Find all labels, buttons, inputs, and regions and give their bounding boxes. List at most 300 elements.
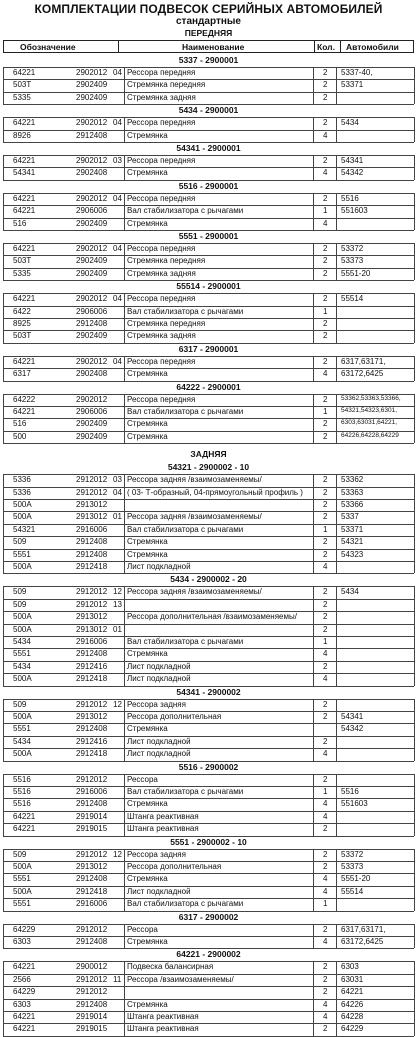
- row-qty: 2: [323, 712, 328, 721]
- column-divider: [313, 356, 314, 381]
- table-row: [3, 293, 414, 306]
- row-qty: 2: [323, 268, 328, 278]
- row-designation-prefix: 509: [13, 849, 27, 859]
- row-qty: 2: [323, 736, 328, 746]
- row-qty: 2: [323, 987, 328, 997]
- row-designation-code: 2912012: [76, 599, 108, 609]
- section-title: 5551 - 2900002 - 10: [170, 836, 247, 847]
- row-designation-code: 2902409: [76, 92, 108, 102]
- table-row: [3, 736, 414, 749]
- row-qty: 2: [323, 331, 328, 341]
- column-divider: [414, 243, 415, 280]
- table-row: [3, 611, 414, 624]
- section-title: 5551 - 2900001: [178, 231, 239, 241]
- row-designation-code: 2912408: [76, 649, 108, 659]
- row-designation-code: 2912012: [76, 974, 108, 984]
- row-cars: 5434: [341, 587, 359, 597]
- table-row: [3, 1011, 414, 1024]
- column-divider: [124, 243, 125, 280]
- row-qty: 4: [323, 886, 328, 896]
- row-qty: 2: [323, 599, 328, 609]
- column-divider: [313, 961, 314, 1035]
- row-designation-variant: 04: [113, 118, 122, 128]
- row-designation-prefix: 64229: [13, 924, 36, 934]
- table-row: [3, 823, 414, 836]
- column-divider: [124, 961, 125, 1035]
- row-designation-prefix: 8925: [13, 319, 31, 328]
- column-divider: [124, 394, 125, 444]
- row-designation-code: 2912012: [76, 924, 108, 934]
- column-divider: [3, 586, 4, 685]
- column-divider: [414, 67, 415, 104]
- table-row: [3, 511, 414, 524]
- column-divider: [124, 774, 125, 836]
- column-divider: [124, 699, 125, 761]
- row-designation-prefix: 5434: [13, 661, 31, 671]
- row-designation-prefix: 64222: [13, 394, 36, 404]
- row-designation-code: 2902409: [76, 80, 108, 90]
- row-designation-variant: 04: [113, 68, 122, 77]
- row-designation-prefix: 500А: [13, 886, 32, 896]
- table-row: [3, 811, 414, 824]
- column-divider: [3, 155, 4, 180]
- row-designation-code: 2912408: [76, 874, 108, 884]
- row-cars: 6317,63171,: [341, 356, 386, 366]
- row-qty: 2: [323, 431, 328, 441]
- row-designation-code: 2902012: [76, 356, 108, 366]
- row-designation-prefix: 500А: [13, 712, 32, 721]
- column-divider: [124, 474, 125, 573]
- row-designation-prefix: 500А: [13, 624, 32, 634]
- table-row: [3, 648, 414, 661]
- row-name: Лист подкладной: [127, 661, 191, 671]
- row-name: Лист подкладной: [127, 749, 191, 759]
- row-cars: 6303: [341, 962, 359, 972]
- row-name: Рессора дополнительная /взаимозаменяемы/: [127, 612, 297, 622]
- row-designation-prefix: 500А: [13, 562, 32, 571]
- table-row: [3, 193, 414, 206]
- row-designation-code: 2902012: [76, 394, 108, 404]
- row-cars: 5516: [341, 787, 359, 796]
- column-divider: [124, 193, 125, 230]
- column-divider: [313, 774, 314, 836]
- row-name: Лист подкладной: [127, 886, 191, 896]
- row-name: Вал стабилизатора с рычагами: [127, 787, 244, 796]
- column-divider: [124, 586, 125, 685]
- row-qty: 4: [323, 1012, 328, 1021]
- row-name: Стремянка: [127, 999, 168, 1009]
- column-divider: [313, 67, 314, 104]
- row-qty: 4: [323, 674, 328, 684]
- row-designation-prefix: 509: [13, 537, 27, 547]
- row-qty: 1: [323, 637, 328, 646]
- row-designation-variant: 01: [113, 512, 122, 522]
- row-name: Стремянка: [127, 724, 168, 734]
- table-row: [3, 599, 414, 612]
- column-divider: [3, 474, 4, 573]
- column-divider: [414, 961, 415, 1035]
- section-title: 64221 - 2900002: [176, 949, 241, 960]
- table-row: [3, 243, 414, 256]
- column-divider: [414, 849, 415, 911]
- row-designation-code: 2912408: [76, 999, 108, 1009]
- row-qty: 1: [323, 407, 328, 416]
- row-designation-prefix: 5335: [13, 92, 31, 102]
- column-divider: [336, 193, 337, 230]
- column-divider: [3, 849, 4, 911]
- row-designation-prefix: 516: [13, 419, 27, 429]
- row-name: Рессора: [127, 774, 158, 784]
- table-header: [3, 40, 414, 53]
- row-designation-prefix: 8926: [13, 130, 31, 140]
- column-divider: [124, 117, 125, 142]
- row-cars: 53371: [341, 524, 364, 534]
- row-designation-prefix: 509: [13, 699, 27, 709]
- row-designation-code: 2919015: [76, 824, 108, 834]
- row-qty: 2: [323, 774, 328, 784]
- row-designation-variant: 12: [113, 849, 122, 859]
- row-name: Стремянка: [127, 431, 168, 441]
- row-cars: 5434: [341, 118, 359, 128]
- table-row: [3, 699, 414, 712]
- row-designation-code: 2912012: [76, 487, 108, 497]
- row-cars: 6317,63171,: [341, 924, 386, 934]
- row-designation-code: 2912408: [76, 537, 108, 547]
- row-name: ( 03- Т-образный, 04-прямоугольный профиль ): [127, 487, 303, 497]
- table-row: [3, 524, 414, 537]
- column-divider: [336, 849, 337, 911]
- document-subtitle: стандартные: [176, 16, 241, 27]
- row-designation-prefix: 64221: [13, 407, 36, 416]
- row-designation-prefix: 503Т: [13, 331, 32, 341]
- section-title: 5337 - 2900001: [178, 55, 239, 65]
- column-divider: [414, 117, 415, 142]
- row-designation-prefix: 5516: [13, 774, 31, 784]
- row-cars: 53372: [341, 244, 364, 253]
- table-row: [3, 673, 414, 686]
- row-name: Рессора задняя: [127, 849, 186, 859]
- row-cars: 55514: [341, 294, 364, 304]
- row-name: Стремянка: [127, 799, 168, 809]
- section-title: 54341 - 2900002: [176, 686, 241, 697]
- row-designation-code: 2912408: [76, 799, 108, 809]
- row-cars: 53373: [341, 862, 364, 871]
- row-qty: 2: [323, 512, 328, 522]
- row-qty: 4: [323, 649, 328, 659]
- row-name: Штанга реактивная: [127, 811, 199, 821]
- row-designation-code: 2906006: [76, 306, 108, 316]
- row-designation-prefix: 64221: [13, 294, 36, 304]
- row-designation-code: 2919015: [76, 1024, 108, 1034]
- row-designation-code: 2902408: [76, 369, 108, 379]
- row-name: Штанга реактивная: [127, 1024, 199, 1034]
- row-qty: 4: [323, 369, 328, 379]
- row-designation-prefix: 5336: [13, 487, 31, 497]
- column-divider: [414, 394, 415, 444]
- column-divider: [313, 193, 314, 230]
- column-divider: [336, 961, 337, 1035]
- table-row: [3, 861, 414, 874]
- row-cars: 53362,53363,53366,: [341, 394, 401, 402]
- row-designation-variant: 04: [113, 356, 122, 366]
- column-divider: [3, 699, 4, 761]
- row-designation-code: 2902012: [76, 244, 108, 253]
- row-designation-code: 2919014: [76, 1012, 108, 1021]
- row-designation-prefix: 500А: [13, 749, 32, 759]
- row-designation-code: 2902012: [76, 118, 108, 128]
- header-qty: Кол.: [317, 42, 335, 52]
- row-qty: 2: [323, 294, 328, 304]
- row-qty: 2: [323, 862, 328, 871]
- row-qty: 2: [323, 92, 328, 102]
- row-designation-code: 2902409: [76, 268, 108, 278]
- column-divider: [3, 924, 4, 949]
- row-qty: 2: [323, 699, 328, 709]
- section-title: 5434 - 2900001: [178, 105, 239, 116]
- row-name: Лист подкладной: [127, 562, 191, 571]
- row-designation-prefix: 5434: [13, 736, 31, 746]
- row-designation-code: 2912012: [76, 849, 108, 859]
- row-cars: 63172,6425: [341, 937, 384, 946]
- row-qty: 1: [323, 306, 328, 316]
- row-designation-code: 2912012: [76, 774, 108, 784]
- row-designation-code: 2902409: [76, 256, 108, 266]
- row-cars: 64228: [341, 1012, 364, 1021]
- row-designation-prefix: 6303: [13, 937, 31, 946]
- row-designation-prefix: 5551: [13, 724, 31, 734]
- table-row: [3, 624, 414, 637]
- row-designation-variant: 11: [113, 974, 122, 984]
- table-row: [3, 79, 414, 92]
- column-divider: [414, 356, 415, 381]
- row-designation-code: 2913012: [76, 712, 108, 721]
- row-qty: 2: [323, 319, 328, 328]
- column-divider: [3, 394, 4, 444]
- row-qty: 1: [323, 899, 328, 909]
- row-designation-code: 2916006: [76, 637, 108, 646]
- row-cars: 53363: [341, 487, 364, 497]
- row-name: Стремянка: [127, 419, 168, 429]
- column-divider: [414, 193, 415, 230]
- table-row: [3, 67, 414, 80]
- row-designation-prefix: 6422: [13, 306, 31, 316]
- row-designation-prefix: 503Т: [13, 80, 32, 90]
- row-qty: 2: [323, 118, 328, 128]
- column-divider: [336, 117, 337, 142]
- row-designation-variant: 01: [113, 624, 122, 634]
- row-qty: 1: [323, 206, 328, 216]
- table-row: [3, 898, 414, 911]
- column-divider: [336, 67, 337, 104]
- row-qty: 2: [323, 487, 328, 497]
- column-divider: [313, 293, 314, 343]
- row-designation-prefix: 5551: [13, 649, 31, 659]
- row-name: Стремянка: [127, 874, 168, 884]
- row-qty: 2: [323, 80, 328, 90]
- row-name: Стремянка: [127, 937, 168, 946]
- table-row: [3, 117, 414, 130]
- row-qty: 2: [323, 661, 328, 671]
- row-designation-code: 2906006: [76, 206, 108, 216]
- row-name: Стремянка: [127, 218, 168, 228]
- row-cars: 54321: [341, 537, 364, 547]
- row-designation-prefix: 516: [13, 218, 27, 228]
- column-divider: [336, 474, 337, 573]
- row-name: Рессора дополнительная: [127, 862, 222, 871]
- row-name: Рессора задняя /взаимозаменяемы/: [127, 475, 262, 485]
- row-name: Стремянка передняя: [127, 256, 206, 266]
- row-cars: 551603: [341, 799, 368, 809]
- row-designation-code: 2912418: [76, 749, 108, 759]
- table-row: [3, 406, 414, 419]
- table-row: [3, 974, 414, 987]
- document-title: КОМПЛЕКТАЦИИ ПОДВЕСОК СЕРИЙНЫХ АВТОМОБИЛЕЙ: [34, 2, 383, 16]
- row-qty: 1: [323, 787, 328, 796]
- row-designation-code: 2916006: [76, 899, 108, 909]
- row-designation-prefix: 2566: [13, 974, 31, 984]
- row-designation-code: 2912408: [76, 319, 108, 328]
- table-row: [3, 330, 414, 343]
- table-row: [3, 774, 414, 787]
- column-divider: [124, 67, 125, 104]
- row-designation-code: 2912416: [76, 661, 108, 671]
- row-designation-prefix: 5551: [13, 874, 31, 884]
- row-name: Рессора передняя: [127, 68, 196, 77]
- table-row: [3, 924, 414, 937]
- row-cars: 5337-40,: [341, 68, 373, 77]
- column-divider: [313, 474, 314, 573]
- row-designation-prefix: 500А: [13, 862, 32, 871]
- table-row: [3, 661, 414, 674]
- column-divider: [336, 356, 337, 381]
- row-designation-code: 2912012: [76, 587, 108, 597]
- row-designation-code: 2912408: [76, 549, 108, 559]
- row-qty: 2: [323, 612, 328, 622]
- row-name: Стремянка: [127, 549, 168, 559]
- row-name: Рессора дополнительная: [127, 712, 222, 721]
- row-name: Стремянка: [127, 649, 168, 659]
- row-designation-code: 2912408: [76, 724, 108, 734]
- row-designation-prefix: 64221: [13, 1024, 36, 1034]
- row-cars: 5337: [341, 512, 359, 522]
- row-designation-prefix: 509: [13, 599, 27, 609]
- row-designation-prefix: 64221: [13, 244, 36, 253]
- row-name: Стремянка: [127, 369, 168, 379]
- column-divider: [3, 774, 4, 836]
- row-cars: 54341: [341, 156, 364, 165]
- row-designation-prefix: 54321: [13, 524, 36, 534]
- row-qty: 2: [323, 1024, 328, 1034]
- row-name: Рессора задняя: [127, 699, 186, 709]
- row-cars: 54321,54323,6301,: [341, 407, 398, 414]
- row-cars: 54341: [341, 712, 364, 721]
- row-qty: 1: [323, 524, 328, 534]
- table-row: [3, 474, 414, 487]
- table-row: [3, 549, 414, 562]
- row-designation-prefix: 5551: [13, 899, 31, 909]
- row-designation-code: 2912416: [76, 736, 108, 746]
- row-qty: 2: [323, 587, 328, 597]
- table-row: [3, 936, 414, 949]
- table-row: [3, 748, 414, 761]
- row-designation-prefix: 509: [13, 587, 27, 597]
- column-divider: [414, 699, 415, 761]
- row-designation-prefix: 500: [13, 431, 27, 441]
- table-row: [3, 561, 414, 574]
- row-designation-code: 2912408: [76, 937, 108, 946]
- table-row: [3, 723, 414, 736]
- header-name: Наименование: [182, 42, 245, 52]
- row-cars: 5516: [341, 193, 359, 203]
- row-name: Рессора передняя: [127, 118, 196, 128]
- row-qty: 2: [323, 193, 328, 203]
- row-name: Стремянка: [127, 168, 168, 178]
- row-qty: 4: [323, 999, 328, 1009]
- row-designation-code: 2913012: [76, 500, 108, 509]
- row-cars: 54342: [341, 724, 364, 734]
- row-name: Стремянка передняя: [127, 319, 206, 328]
- column-divider: [336, 243, 337, 280]
- row-designation-variant: 04: [113, 487, 122, 497]
- row-qty: 2: [323, 962, 328, 972]
- table-row: [3, 155, 414, 168]
- row-name: Рессора задняя /взаимозаменяемы/: [127, 512, 262, 522]
- row-name: Рессора передняя: [127, 193, 196, 203]
- row-designation-prefix: 64221: [13, 156, 36, 165]
- column-divider: [336, 774, 337, 836]
- table-row: [3, 499, 414, 512]
- row-cars: 53371: [341, 80, 364, 90]
- row-cars: 53373: [341, 256, 364, 266]
- table-row: [3, 92, 414, 105]
- row-name: Рессора передняя: [127, 294, 196, 304]
- table-row: [3, 167, 414, 180]
- table-row: [3, 711, 414, 724]
- row-qty: 2: [323, 244, 328, 253]
- column-divider: [336, 699, 337, 761]
- row-cars: 64221: [341, 987, 364, 997]
- row-cars: 63031: [341, 974, 364, 984]
- row-cars: 55514: [341, 886, 364, 896]
- front-part-label: ПЕРЕДНЯЯ: [184, 28, 233, 38]
- row-cars: 64229: [341, 1024, 364, 1034]
- table-row: [3, 394, 414, 407]
- row-designation-code: 2902012: [76, 156, 108, 165]
- table-row: [3, 130, 414, 143]
- section-title: 5434 - 2900002 - 20: [170, 574, 247, 585]
- column-divider: [124, 356, 125, 381]
- row-designation-code: 2913012: [76, 862, 108, 871]
- row-qty: 2: [323, 549, 328, 559]
- row-qty: 2: [323, 256, 328, 266]
- table-row: [3, 255, 414, 268]
- section-title: 6317 - 2900002: [178, 911, 239, 922]
- row-qty: 4: [323, 168, 328, 178]
- row-designation-code: 2902409: [76, 419, 108, 429]
- row-designation-code: 2913012: [76, 612, 108, 622]
- table-row: [3, 318, 414, 331]
- section-title: 5516 - 2900002: [178, 761, 239, 772]
- row-designation-code: 2902012: [76, 68, 108, 77]
- column-divider: [124, 293, 125, 343]
- table-row: [3, 431, 414, 444]
- table-row: [3, 356, 414, 369]
- row-designation-code: 2902012: [76, 294, 108, 304]
- row-name: Вал стабилизатора с рычагами: [127, 899, 244, 909]
- table-row: [3, 798, 414, 811]
- row-cars: 63172,6425: [341, 369, 384, 379]
- row-name: Рессора передняя: [127, 244, 196, 253]
